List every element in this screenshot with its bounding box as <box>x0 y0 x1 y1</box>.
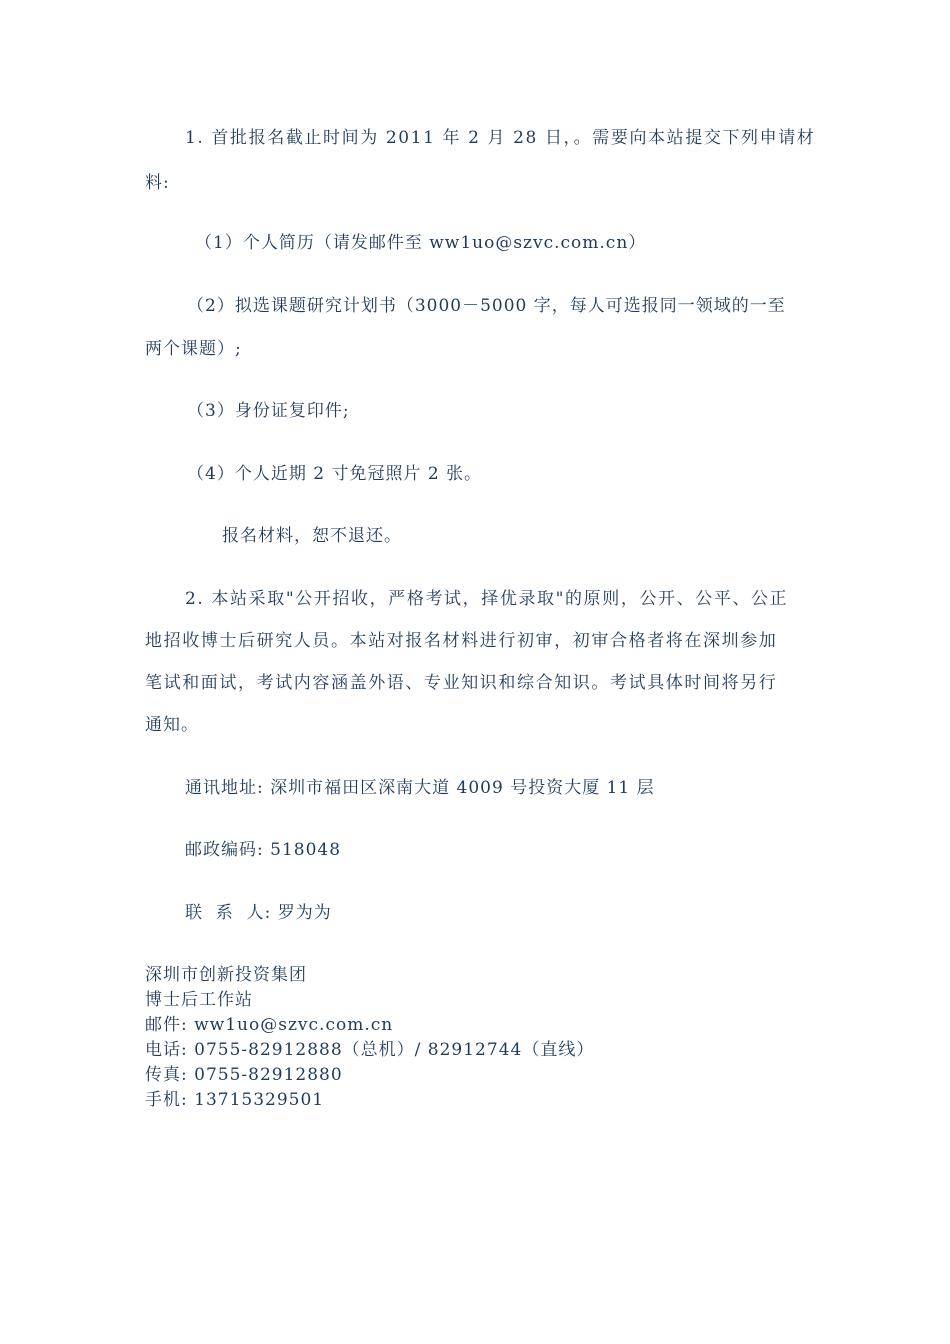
material-item-photo: （4）个人近期 2 寸免冠照片 2 张。 <box>187 464 483 484</box>
section2-line3: 笔试和面试，考试内容涵盖外语、专业知识和综合知识。考试具体时间将另行 <box>145 673 778 693</box>
section2-line4: 通知。 <box>145 715 199 735</box>
materials-not-returned-note: 报名材料，恕不退还。 <box>222 526 402 546</box>
signature-email: 邮件: ww1uo@szvc.com.cn <box>145 1015 394 1035</box>
signature-phone: 电话: 0755-82912888（总机）/ 82912744（直线） <box>145 1040 595 1060</box>
contact-address: 通讯地址: 深圳市福田区深南大道 4009 号投资大厦 11 层 <box>185 778 655 798</box>
signature-station: 博士后工作站 <box>145 990 253 1010</box>
signature-fax: 传真: 0755-82912880 <box>145 1065 343 1085</box>
section2-line1: 2. 本站采取"公开招收，严格考试，择优录取"的原则，公开、公平、公正 <box>185 589 789 609</box>
material-item-research-plan-line1: （2）拟选课题研究计划书（3000－5000 字，每人可选报同一领域的一至 <box>187 296 786 316</box>
section1-intro-line2: 料: <box>145 173 170 193</box>
material-item-resume: （1）个人简历（请发邮件至 ww1uo@szvc.com.cn） <box>195 233 647 253</box>
signature-org: 深圳市创新投资集团 <box>145 965 307 985</box>
material-item-id-copy: （3）身份证复印件; <box>187 401 350 421</box>
section1-intro-line1: 1. 首批报名截止时间为 2011 年 2 月 28 日，。需要向本站提交下列申请材 <box>185 128 816 148</box>
signature-mobile: 手机: 13715329501 <box>145 1090 325 1110</box>
section2-line2: 地招收博士后研究人员。本站对报名材料进行初审，初审合格者将在深圳参加 <box>145 631 778 651</box>
material-item-research-plan-line2: 两个课题）; <box>145 339 242 359</box>
contact-postcode: 邮政编码: 518048 <box>185 840 342 860</box>
contact-person: 联 系 人: 罗为为 <box>185 903 332 923</box>
